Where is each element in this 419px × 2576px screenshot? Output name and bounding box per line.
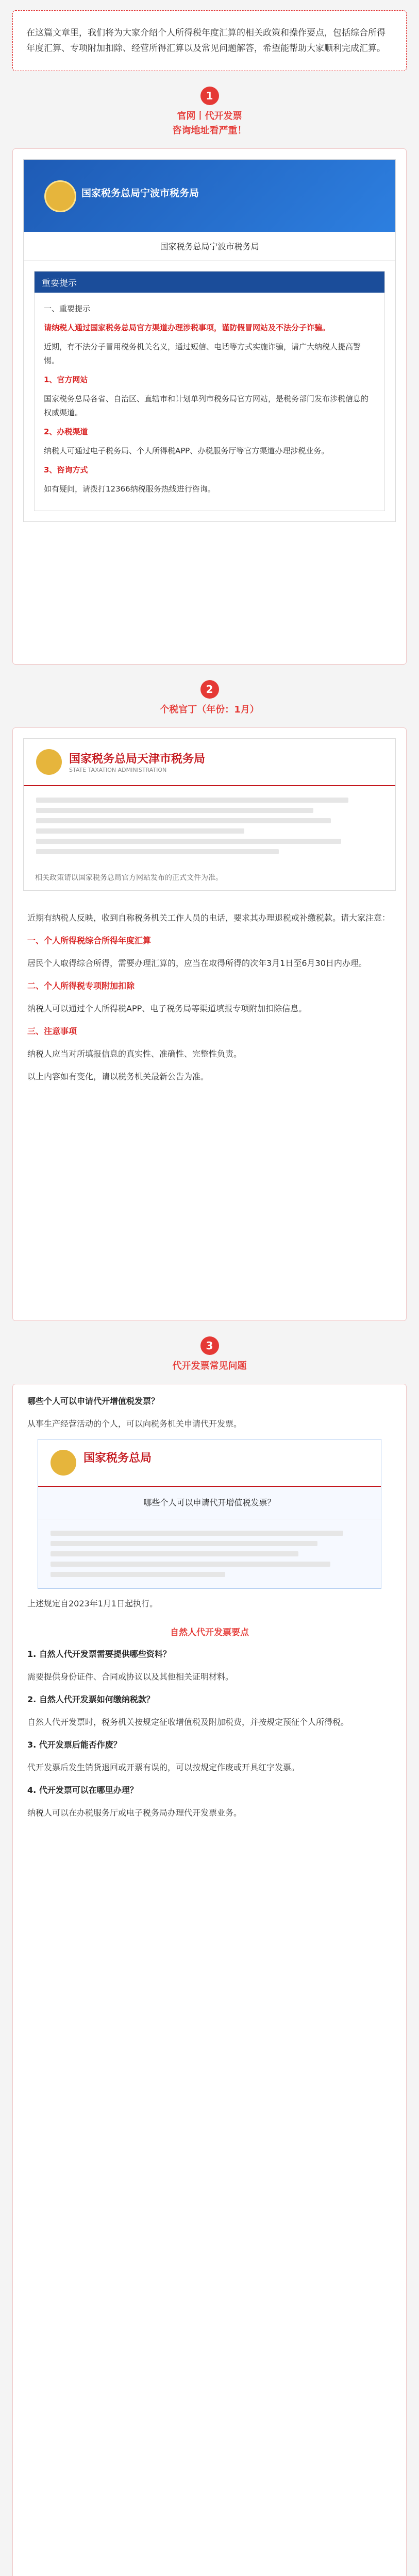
section-2-content	[13, 901, 406, 1101]
sub-heading: 一、个人所得税综合所得年度汇算	[27, 936, 152, 945]
notice-line: 2、办税渠道	[44, 427, 88, 436]
faq-answer: 自然人代开发票时，税务机关按规定征收增值税及附加税费，并按规定预征个人所得税。	[27, 1717, 349, 1727]
paragraph: 纳税人应当对所填报信息的真实性、准确性、完整性负责。	[27, 1049, 242, 1059]
notice-body	[35, 293, 384, 511]
placeholder-lines	[24, 786, 395, 866]
site-subtitle: STATE TAXATION ADMINISTRATION	[69, 767, 167, 773]
site-name: 国家税务总局天津市税务局	[69, 753, 206, 766]
section-3-header	[0, 1336, 419, 1374]
section-title: 官网丨代开发票 咨询地址看严重！	[172, 111, 247, 136]
faq-question: 3. 代开发票后能否作废？	[27, 1740, 122, 1750]
notice-line: 1、官方网站	[44, 375, 88, 384]
intro-box	[12, 10, 407, 71]
faq-answer: 需要提供身份证件、合同或协议以及其他相关证明材料。	[27, 1672, 234, 1682]
emblem-icon	[44, 180, 76, 212]
paragraph: 近期有纳税人反映，收到自称税务机关工作人员的电话，要求其办理退税或补缴税款。请大家注意：	[27, 913, 391, 923]
screenshot-caption: 相关政策请以国家税务总局官方网站发布的正式文件为准。	[35, 874, 223, 882]
emblem-icon	[51, 1450, 76, 1476]
sub-heading: 三、注意事项	[27, 1026, 77, 1036]
notice-box	[34, 271, 385, 511]
notice-highlight: 请纳税人通过国家税务总局官方渠道办理涉税事项，谨防假冒网站及不法分子诈骗。	[44, 323, 330, 332]
website-screenshot	[23, 738, 396, 891]
section-number: 1	[200, 87, 219, 105]
section-title: 代开发票常见问题	[172, 1361, 247, 1371]
paragraph: 以上内容如有变化，请以税务机关最新公告为准。	[27, 1072, 209, 1081]
embedded-screenshot	[38, 1439, 381, 1589]
site-header	[24, 739, 395, 786]
notice-line: 国家税务总局各省、自治区、直辖市和计划单列市税务局官方网站，是税务部门发布涉税信息的权威渠道。	[44, 394, 369, 417]
section-1-card	[12, 148, 407, 665]
section-3-content	[13, 1384, 406, 1837]
intro-text: 在这篇文章里，我们将为大家介绍个人所得税年度汇算的相关政策和操作要点，包括综合所得年度汇算、专项附加扣除、经营所得汇算以及常见问题解答，希望能帮助大家顺利完成汇算。	[26, 28, 386, 54]
doc-title: 国家税务总局宁波市税务局	[24, 232, 395, 261]
placeholder-lines	[38, 1519, 381, 1588]
section-1-header	[0, 87, 419, 138]
section-3-card	[12, 1384, 407, 2576]
section-title: 个税官丁（年份：1月）	[160, 704, 259, 715]
faq-question: 4. 代开发票可以在哪里办理？	[27, 1785, 138, 1795]
emblem-icon	[36, 749, 62, 775]
sub-heading: 二、个人所得税专项附加扣除	[27, 981, 135, 991]
answer: 从事生产经营活动的个人，可以向税务机关申请代开发票。	[27, 1419, 242, 1429]
article-page	[0, 10, 419, 2576]
website-screenshot	[23, 159, 396, 522]
notice-line: 近期，有不法分子冒用税务机关名义，通过短信、电话等方式实施诈骗，请广大纳税人提高警惕。	[44, 342, 361, 365]
notice-line: 一、重要提示	[44, 304, 91, 313]
notice-line: 纳税人可通过电子税务局、个人所得税APP、办税服务厅等官方渠道办理涉税业务。	[44, 446, 329, 455]
faq-answer: 代开发票后发生销货退回或开票有误的，可以按规定作废或开具红字发票。	[27, 1762, 300, 1772]
notice-title: 重要提示	[35, 272, 384, 293]
section-2-card	[12, 727, 407, 1321]
site-name: 国家税务总局	[83, 1452, 152, 1465]
faq-question: 1. 自然人代开发票需要提供哪些资料？	[27, 1649, 171, 1659]
section-2-header	[0, 680, 419, 717]
section-number: 3	[200, 1336, 219, 1355]
paragraph: 纳税人可以通过个人所得税APP、电子税务局等渠道填报专项附加扣除信息。	[27, 1004, 307, 1013]
paragraph: 居民个人取得综合所得，需要办理汇算的，应当在取得所得的次年3月1日至6月30日内办理。	[27, 958, 367, 968]
section-number: 2	[200, 680, 219, 699]
site-banner	[24, 160, 395, 232]
site-header	[38, 1439, 381, 1487]
doc-title: 哪些个人可以申请代开增值税发票？	[38, 1487, 381, 1519]
faq-title: 自然人代开发票要点	[170, 1628, 249, 1638]
faq-question: 2. 自然人代开发票如何缴纳税款？	[27, 1694, 155, 1704]
notice-line: 3、咨询方式	[44, 465, 88, 474]
faq-list	[27, 1647, 392, 1821]
answer: 上述规定自2023年1月1日起执行。	[27, 1599, 158, 1608]
faq-answer: 纳税人可以在办税服务厅或电子税务局办理代开发票业务。	[27, 1808, 242, 1818]
notice-line: 如有疑问，请拨打12366纳税服务热线进行咨询。	[44, 484, 215, 494]
question: 哪些个人可以申请代开增值税发票？	[27, 1396, 160, 1406]
site-name: 国家税务总局宁波市税务局	[81, 188, 199, 199]
